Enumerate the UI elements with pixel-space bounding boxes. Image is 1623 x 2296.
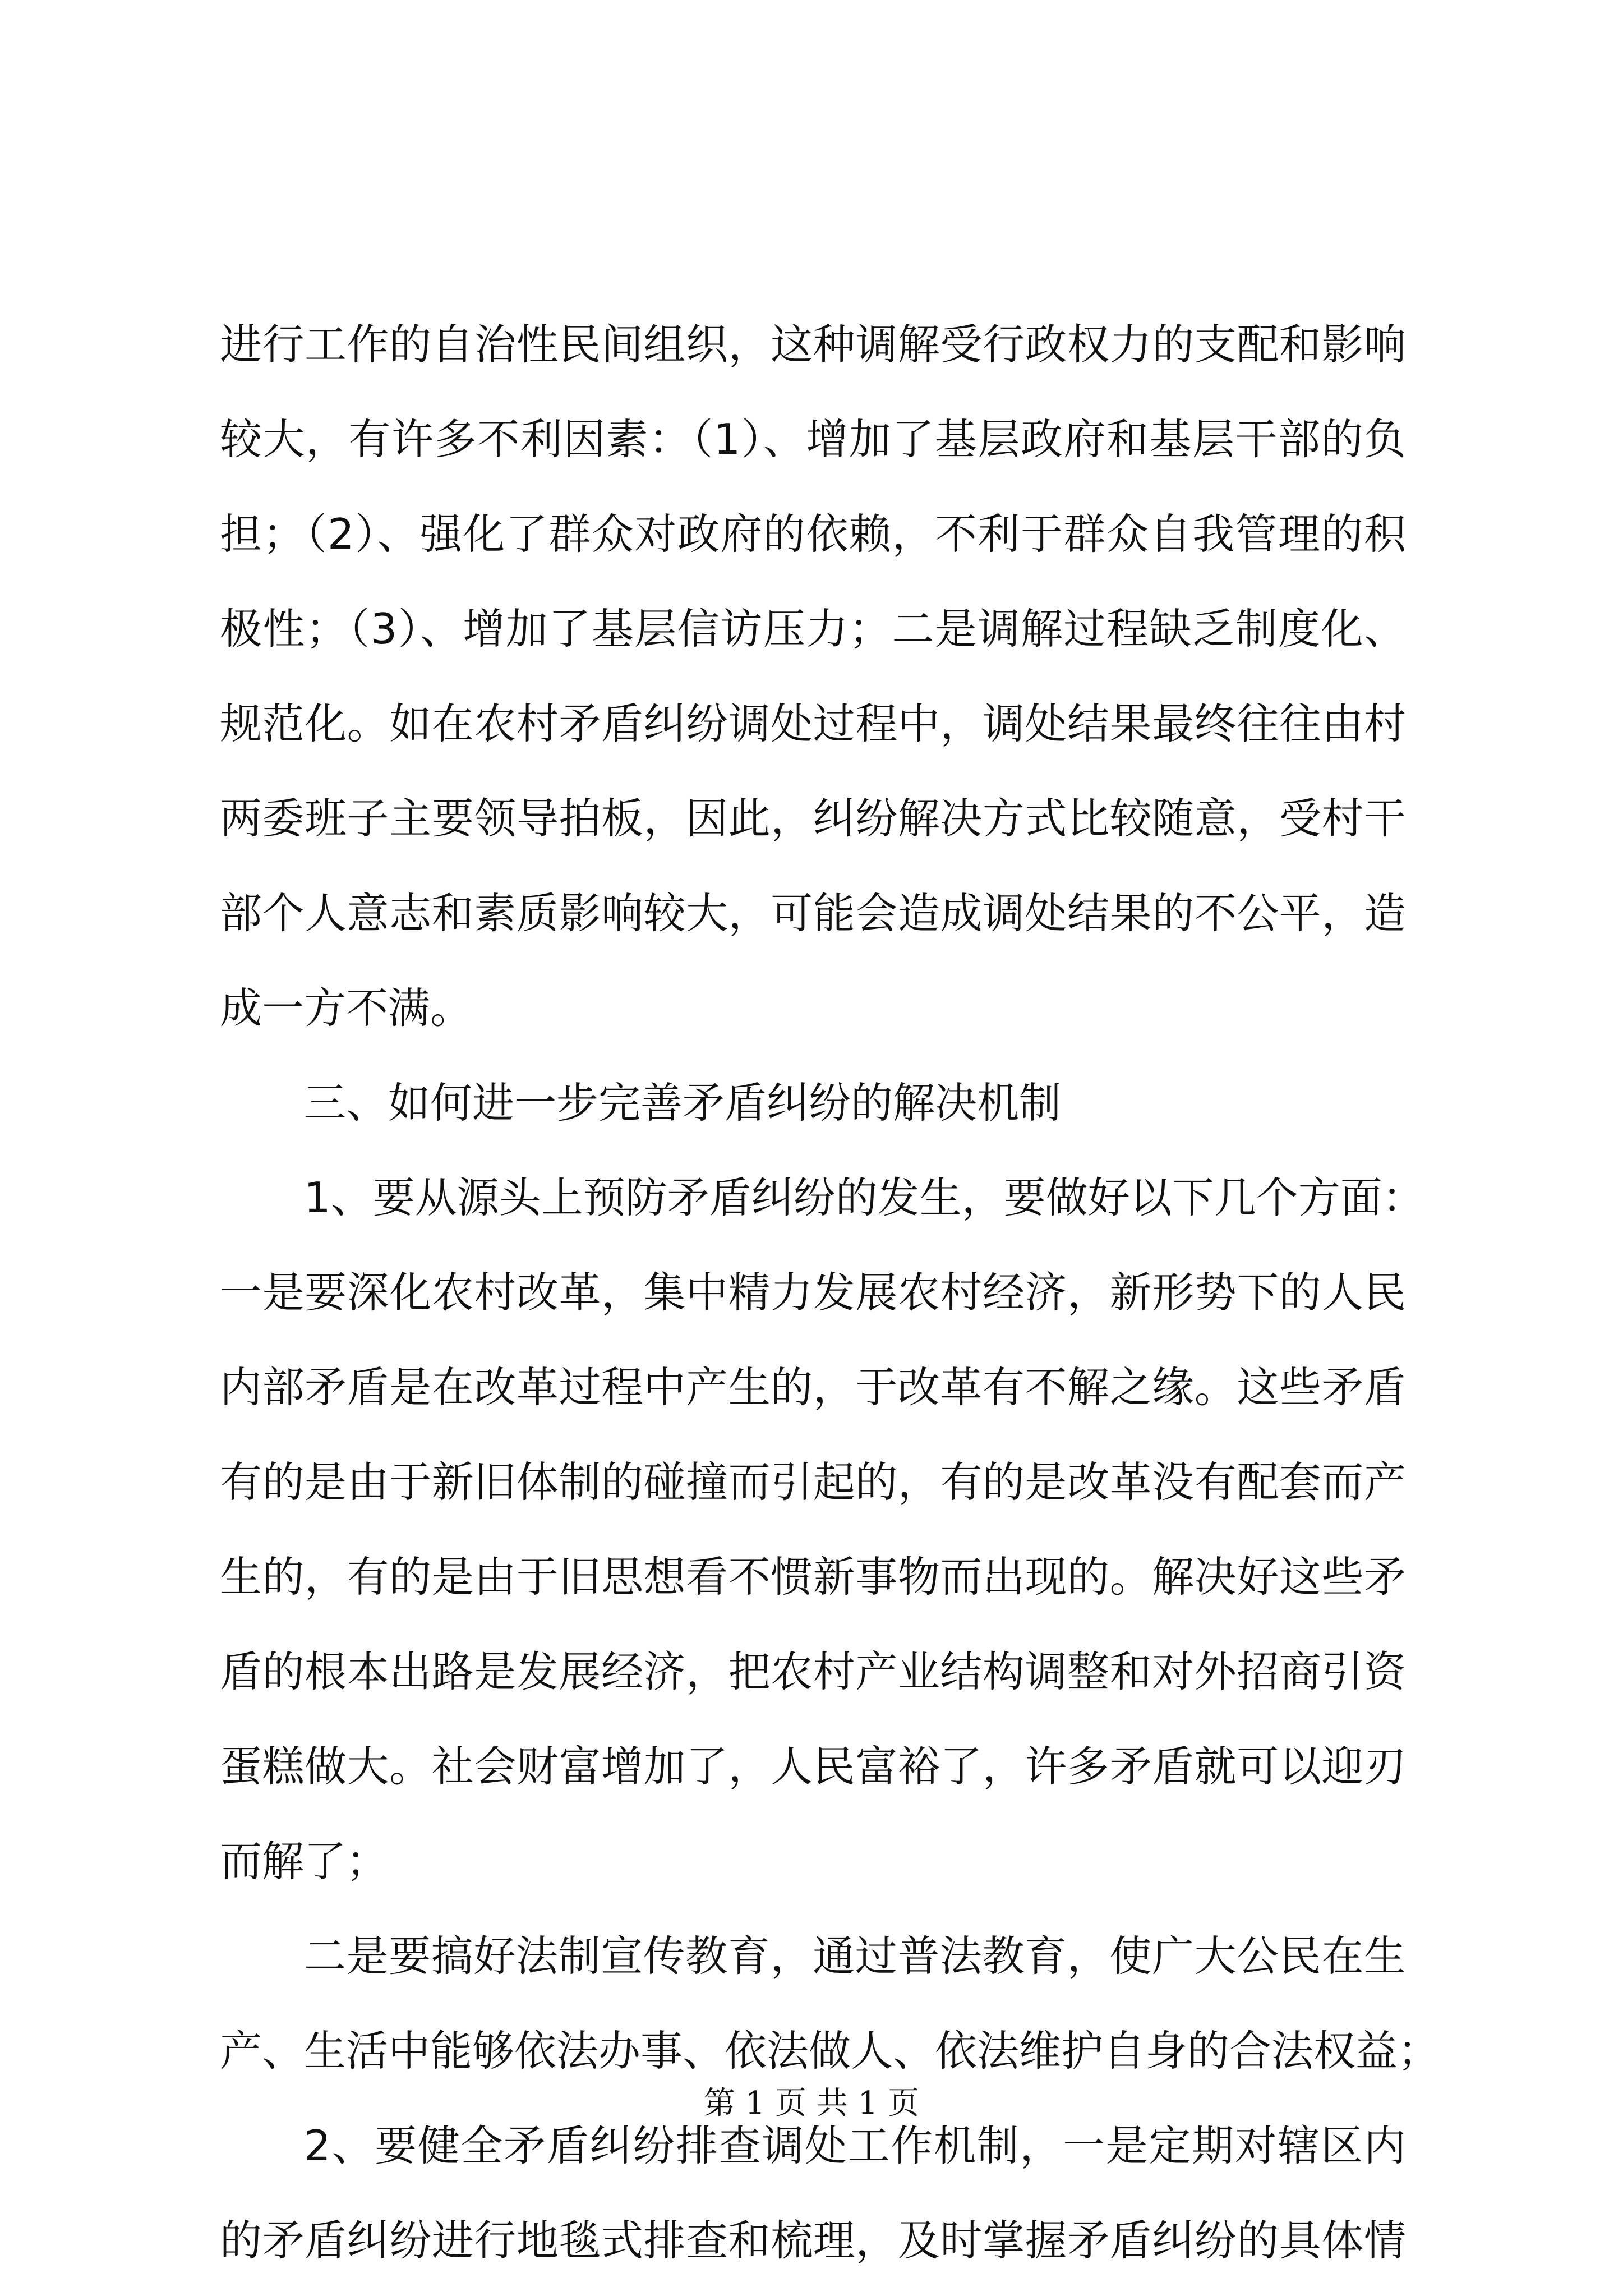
text-line: 进行工作的自治性民间组织，这种调解受行政权力的支配和影响 (220, 320, 1406, 369)
text-line: 成一方不满。 (220, 983, 473, 1033)
text-line: 两委班子主要领导拍板，因此，纠纷解决方式比较随意，受村干 (220, 794, 1406, 843)
text-line: 极性；（3）、增加了基层信访压力；二是调解过程缺乏制度化、 (220, 604, 1406, 654)
text-line: 较大，有许多不利因素：（1）、增加了基层政府和基层干部的负 (220, 415, 1406, 464)
text-line: 有的是由于新旧体制的碰撞而引起的，有的是改革没有配套而产 (220, 1457, 1406, 1507)
document-body (220, 297, 1440, 2288)
text-line: 的矛盾纠纷进行地毯式排查和梳理，及时掌握矛盾纠纷的具体情 (220, 2216, 1406, 2265)
text-line: 规范化。如在农村矛盾纠纷调处过程中，调处结果最终往往由村 (220, 699, 1406, 748)
text-line: 产、生活中能够依法办事、依法做人、依法维护自身的合法权益； (220, 2026, 1440, 2076)
text-line: 内部矛盾是在改革过程中产生的，于改革有不解之缘。这些矛盾 (220, 1363, 1406, 1412)
text-line: 担；（2）、强化了群众对政府的依赖，不利于群众自我管理的积 (220, 509, 1406, 559)
text-line: 一是要深化农村改革，集中精力发展农村经济，新形势下的人民 (220, 1268, 1406, 1317)
page-number-footer: 第 1 页 共 1 页 (703, 2085, 920, 2122)
text-line: 2、要健全矛盾纠纷排查调处工作机制，一是定期对辖区内 (304, 2121, 1406, 2170)
text-line: 而解了； (220, 1837, 389, 1886)
text-line: 蛋糕做大。社会财富增加了，人民富裕了，许多矛盾就可以迎刃 (220, 1742, 1406, 1791)
text-line: 1、要从源头上预防矛盾纠纷的发生，要做好以下几个方面： (304, 1173, 1424, 1222)
text-line: 二是要搞好法制宣传教育，通过普法教育，使广大公民在生 (304, 1931, 1406, 1981)
section-heading: 三、如何进一步完善矛盾纠纷的解决机制 (304, 1078, 1062, 1128)
text-line: 盾的根本出路是发展经济，把农村产业结构调整和对外招商引资 (220, 1647, 1406, 1696)
text-line: 生的，有的是由于旧思想看不惯新事物而出现的。解决好这些矛 (220, 1552, 1406, 1602)
text-line: 部个人意志和素质影响较大，可能会造成调处结果的不公平，造 (220, 889, 1406, 938)
